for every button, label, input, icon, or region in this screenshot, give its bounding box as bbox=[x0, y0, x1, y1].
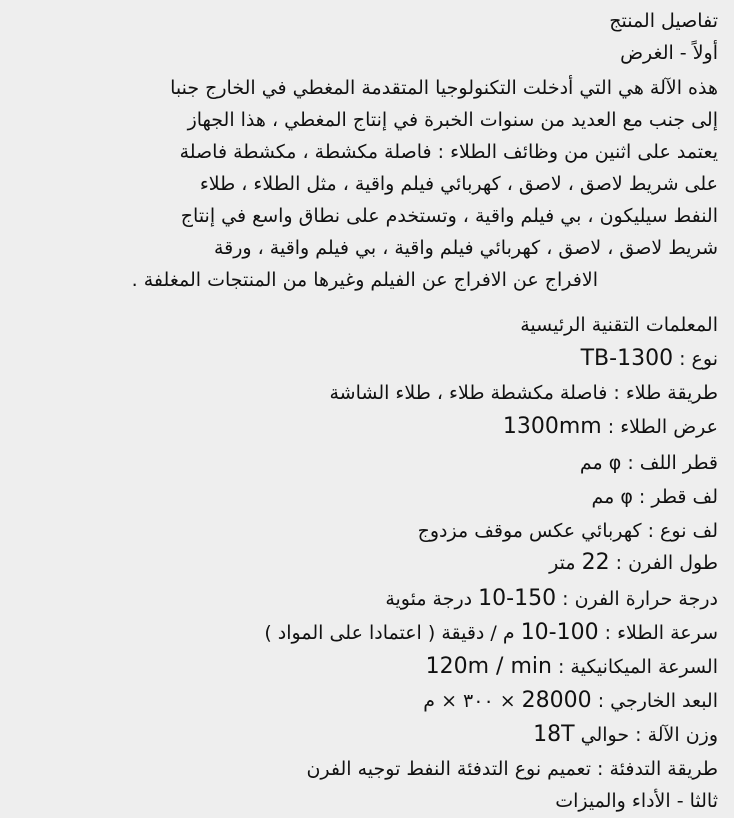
paragraph-line: يعتمد على اثنين من وظائف الطلاء : فاصلة مكشطة ، مكشطة فاصلة bbox=[179, 141, 718, 163]
spec-rewind-type: لف نوع : كهربائي عكس موقف مزدوج bbox=[417, 520, 718, 542]
paragraph-line: على شريط لاصق ، لاصق ، كهربائي فيلم واقية ، مثل الطلاء ، طلاء bbox=[199, 173, 718, 195]
spec-label: سرعة الطلاء : bbox=[598, 622, 718, 644]
page-title: تفاصيل المنتج bbox=[609, 10, 718, 32]
paragraph-line: إلى جنب مع العديد من سنوات الخبرة في إنتاج المغطي ، هذا الجهاز bbox=[187, 109, 718, 131]
spec-coating-method: طريقة طلاء : فاصلة مكشطة طلاء ، طلاء الشاشة bbox=[329, 382, 718, 404]
section-purpose-heading: أولاً - الغرض bbox=[620, 42, 718, 64]
spec-oven-length bbox=[549, 550, 718, 576]
spec-value: 22 bbox=[581, 550, 610, 575]
spec-label: وزن الآلة : حوالي bbox=[574, 724, 718, 746]
spec-label: السرعة الميكانيكية : bbox=[551, 656, 718, 678]
spec-unit: م / دقيقة ( اعتمادا على المواد ) bbox=[264, 622, 521, 644]
spec-label: البعد الخارجي : bbox=[591, 690, 718, 712]
spec-coating-speed bbox=[264, 620, 718, 646]
section-parameters-heading: المعلمات التقنية الرئيسية bbox=[520, 314, 718, 336]
spec-value: 28000 bbox=[521, 688, 592, 713]
spec-unit: متر bbox=[549, 552, 582, 574]
spec-value: 18T bbox=[533, 722, 575, 747]
paragraph-line: شريط لاصق ، لاصق ، كهربائي فيلم واقية ، بي فيلم واقية ، ورقة bbox=[213, 237, 718, 259]
spec-dimensions-rest: × ٣٠٠ × م bbox=[423, 690, 522, 712]
spec-label: درجة حرارة الفرن : bbox=[556, 588, 718, 610]
spec-type bbox=[581, 346, 718, 372]
spec-dimensions bbox=[423, 688, 718, 714]
spec-heating-method: طريقة التدفئة : تعميم نوع التدفئة النفط توجيه الفرن bbox=[306, 758, 718, 780]
purpose-paragraph bbox=[12, 72, 718, 296]
spec-label: طول الفرن : bbox=[609, 552, 718, 574]
spec-value: 120m / min bbox=[425, 654, 552, 679]
spec-oven-temperature bbox=[385, 586, 718, 612]
spec-value: 1300mm bbox=[502, 414, 602, 439]
section-performance-heading: ثالثا - الأداء والميزات bbox=[555, 790, 718, 812]
spec-value: 10-100 bbox=[520, 620, 599, 645]
spec-value: 10-150 bbox=[478, 586, 557, 611]
spec-weight bbox=[533, 722, 718, 748]
spec-rewind-diameter: لف قطر : φ مم bbox=[591, 486, 718, 508]
paragraph-line: الافراج عن الافراج عن الفيلم وغيرها من المنتجات المغلفة . bbox=[131, 269, 598, 291]
paragraph-line: النفط سيليكون ، بي فيلم واقية ، وتستخدم على نطاق واسع في إنتاج bbox=[180, 205, 718, 227]
spec-unwind-diameter: قطر اللف : φ مم bbox=[579, 452, 718, 474]
spec-label: نوع : bbox=[673, 348, 718, 370]
spec-coating-width bbox=[503, 414, 718, 440]
paragraph-line: هذه الآلة هي التي أدخلت التكنولوجيا المتقدمة المغطي في الخارج جنبا bbox=[170, 77, 718, 99]
spec-label: عرض الطلاء : bbox=[601, 416, 718, 438]
spec-mechanical-speed bbox=[426, 654, 718, 680]
spec-unit: درجة مئوية bbox=[385, 588, 479, 610]
spec-value: TB-1300 bbox=[580, 346, 674, 371]
